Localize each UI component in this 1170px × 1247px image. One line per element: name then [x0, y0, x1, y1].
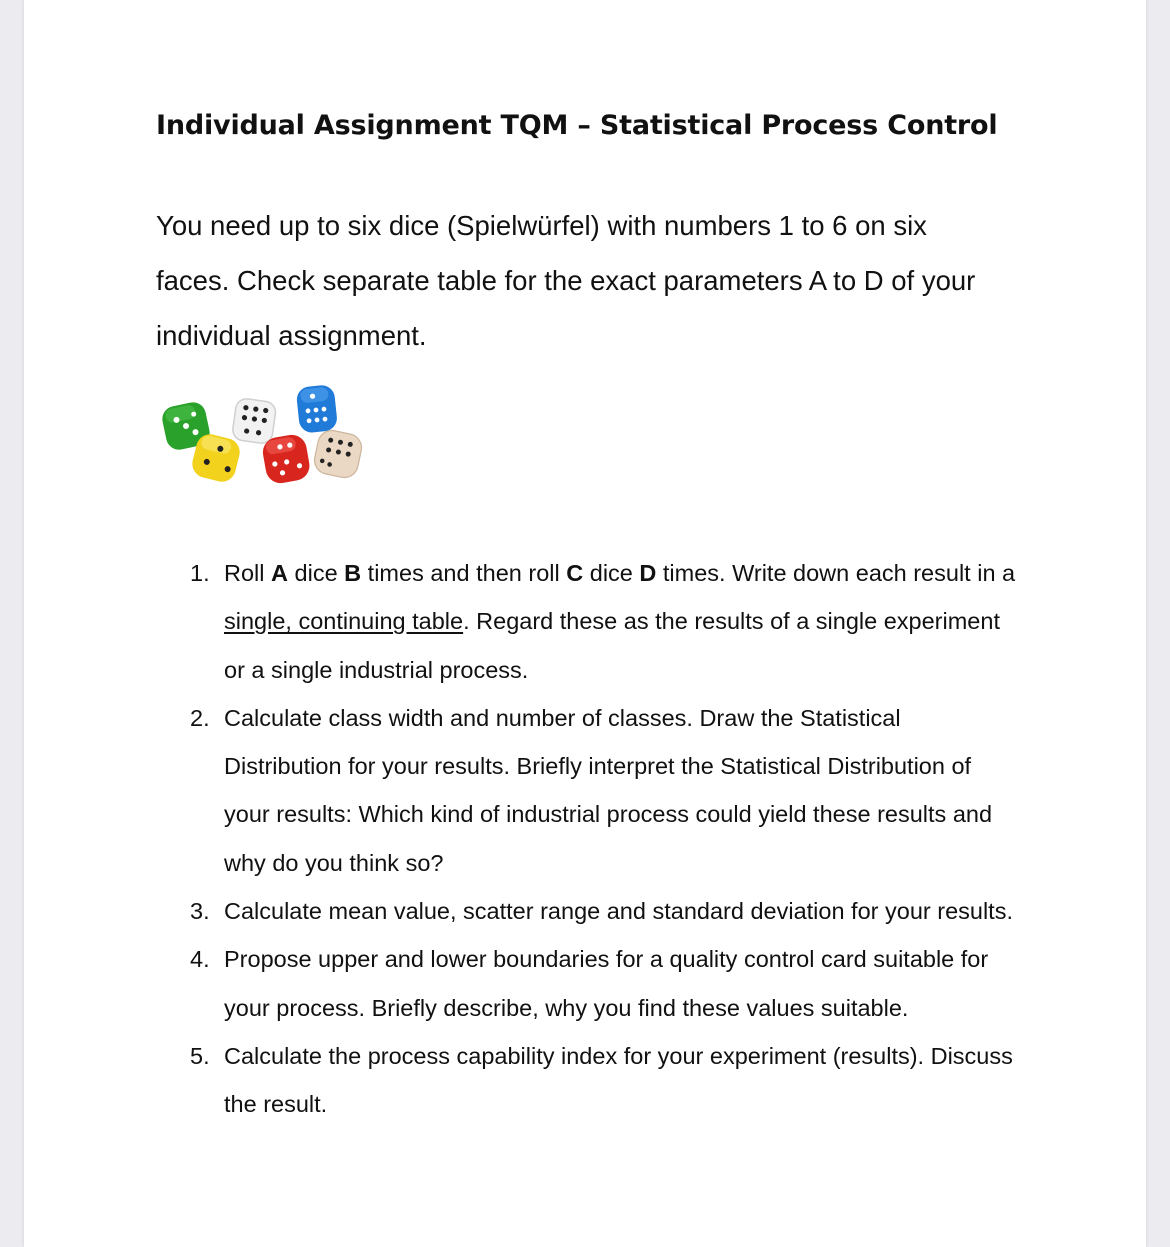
- task-text: . Regard these as the results of a single experiment or a single industrial process.: [224, 608, 1000, 683]
- task-text: dice: [288, 560, 345, 586]
- underlined-phrase: single, continuing table: [224, 608, 464, 635]
- white-die-icon: [231, 397, 276, 444]
- list-item-number: 2.: [190, 704, 210, 731]
- document-page: [24, 0, 1146, 1247]
- task-text: Calculate the process capability index for your experiment (results). Discuss the result.: [224, 1042, 1013, 1118]
- dice-illustration: [156, 382, 366, 488]
- list-item: [156, 549, 1016, 694]
- intro-paragraph: You need up to six dice (Spielwürfel) with numbers 1 to 6 on six faces. Check separate table for the exact parameters A to D of your individual assignment.: [156, 210, 976, 351]
- document-title: Individual Assignment TQM – Statistical Process Control: [156, 110, 998, 141]
- parameter-a: A: [271, 560, 288, 586]
- list-item-number: 4.: [190, 946, 210, 973]
- task-text: Roll: [224, 560, 272, 586]
- task-text: Calculate class width and number of classes. Draw the Statistical Distribution for your results. Briefly interpret the Statistical Distribution of your results: Which kind of industrial process could yield these results and why do you think so?: [224, 704, 993, 876]
- list-item-number: 3.: [190, 898, 210, 925]
- task-text: times. Write down each result in a: [656, 560, 1016, 586]
- list-item: [156, 1032, 1016, 1129]
- beige-die-icon: [312, 428, 364, 480]
- blue-die-icon: [296, 384, 339, 434]
- parameter-b: B: [344, 560, 362, 586]
- task-text: Propose upper and lower boundaries for a quality control card suitable for your process. Briefly describe, why you find these values suitable.: [224, 946, 989, 1021]
- task-text: times and then roll: [361, 560, 567, 586]
- task-text: Calculate mean value, scatter range and standard deviation for your results.: [224, 898, 1013, 925]
- list-item-number: 5.: [190, 1042, 210, 1069]
- task-list: [156, 549, 1016, 1129]
- list-item-number: 1.: [190, 560, 210, 586]
- list-item: [156, 694, 1016, 887]
- parameter-c: C: [566, 560, 584, 586]
- task-text: dice: [583, 560, 640, 586]
- parameter-d: D: [639, 560, 657, 586]
- list-item: [156, 887, 1016, 935]
- list-item: [156, 935, 1016, 1032]
